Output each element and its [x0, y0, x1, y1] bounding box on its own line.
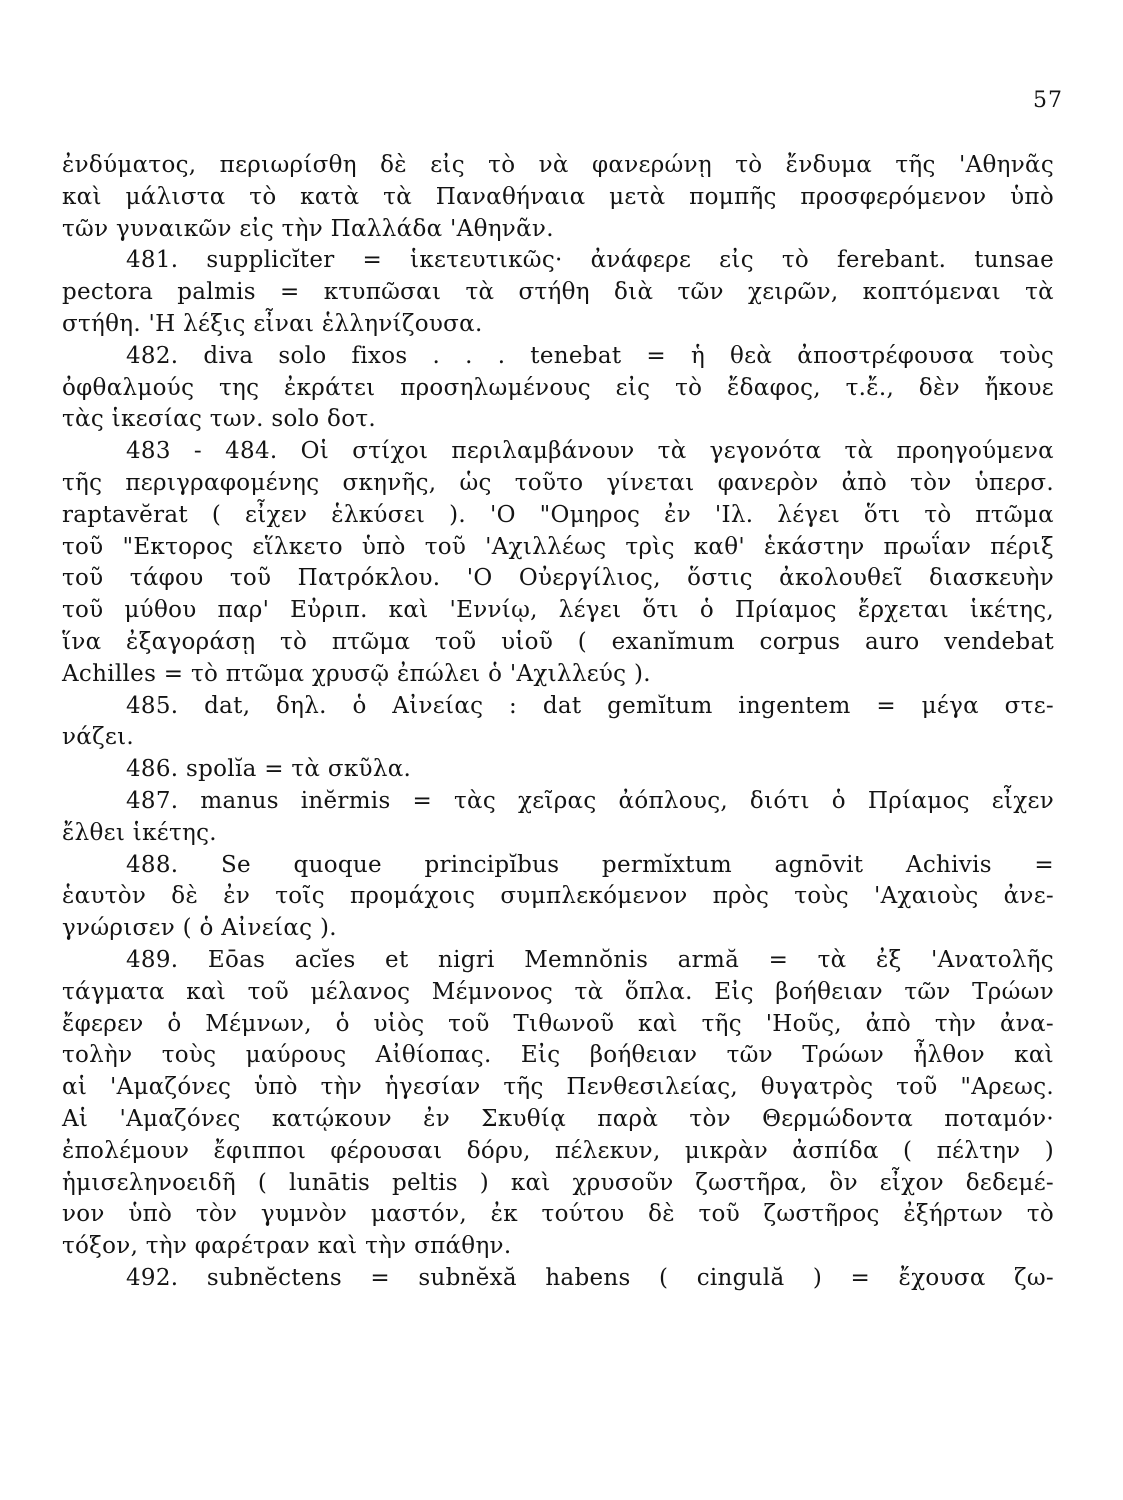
text-line: γνώρισεν ( ὁ Αἰνείας ).: [62, 915, 337, 942]
text-line: ἔφερεν ὁ Μέμνων, ὁ υἱὸς τοῦ Τιθωνοῦ καὶ τῆς 'Ηοῦς, ἀπὸ τὴν ἀνα-: [62, 1010, 1054, 1037]
text-line: τοῦ "Εκτορος εἵλκετο ὑπὸ τοῦ 'Αχιλλέως τρὶς καθ' ἑκάστην πρωΐαν πέριξ: [62, 533, 1054, 560]
text-line: ἐπολέμουν ἔφιπποι φέρουσαι δόρυ, πέλεκυν, μικρὰν ἀσπίδα ( πέλτην ): [62, 1137, 1054, 1164]
text-line: στήθη. 'Η λέξις εἶναι ἑλληνίζουσα.: [62, 310, 483, 337]
text-line: τόξον, τὴν φαρέτραν καὶ τὴν σπάθην.: [62, 1233, 512, 1260]
text-line: τὰς ἱκεσίας των. solo δοτ.: [62, 406, 376, 433]
text-line: αἱ 'Αμαζόνες ὑπὸ τὴν ἡγεσίαν τῆς Πενθεσιλείας, θυγατρὸς τοῦ "Αρεως.: [62, 1074, 1054, 1101]
text-line: τοῦ τάφου τοῦ Πατρόκλου. 'Ο Οὐεργίλιος, ὅστις ἀκολουθεῖ διασκευὴν: [62, 565, 1054, 592]
text-line: 492. subnĕctens = subnĕxă habens ( cingulă ) = ἔχουσα ζω-: [126, 1264, 1054, 1291]
text-line: τῶν γυναικῶν εἰς τὴν Παλλάδα 'Αθηνᾶν.: [62, 215, 554, 242]
text-line: τῆς περιγραφομένης σκηνῆς, ὡς τοῦτο γίνεται φανερὸν ἀπὸ τὸν ὑπερσ.: [62, 469, 1054, 496]
text-line: ἔλθει ἱκέτης.: [62, 819, 217, 846]
text-line: Αἱ 'Αμαζόνες κατῴκουν ἐν Σκυθίᾳ παρὰ τὸν Θερμώδοντα ποταμόν·: [62, 1105, 1054, 1132]
commentary-text: [62, 150, 1054, 1295]
text-line: νάζει.: [62, 724, 135, 751]
text-line: τολὴν τοὺς μαύρους Αἰθίοπας. Εἰς βοήθειαν τῶν Τρώων ἦλθον καὶ: [62, 1042, 1054, 1069]
text-line: ἑαυτὸν δὲ ἐν τοῖς προμάχοις συμπλεκόμενον πρὸς τοὺς 'Αχαιοὺς ἀνε-: [62, 883, 1054, 910]
text-line: ὀφθαλμούς της ἐκράτει προσηλωμένους εἰς τὸ ἔδαφος, τ.ἔ., δὲν ἤκουε: [62, 374, 1054, 401]
text-line: 489. Eōas acĭes et nigri Memnŏnis armă = τὰ ἐξ 'Ανατολῆς: [126, 946, 1054, 973]
text-line: ἐνδύματος, περιωρίσθη δὲ εἰς τὸ νὰ φανερώνῃ τὸ ἔνδυμα τῆς 'Αθηνᾶς: [62, 152, 1054, 178]
text-line: Achilles = τὸ πτῶμα χρυσῷ ἐπώλει ὁ 'Αχιλλεύς ).: [62, 660, 651, 687]
page-number: 57: [1033, 88, 1063, 113]
text-line: 482. diva solo fixos . . . tenebat = ἡ θεὰ ἀποστρέφουσα τοὺς: [126, 342, 1054, 369]
text-line: 487. manus inĕrmis = τὰς χεῖρας ἀόπλους, διότι ὁ Πρίαμος εἶχεν: [126, 787, 1054, 814]
text-line: raptavĕrat ( εἶχεν ἑλκύσει ). 'Ο "Ομηρος ἐν 'Ιλ. λέγει ὅτι τὸ πτῶμα: [62, 501, 1054, 528]
text-line: 481. supplicĭter = ἱκετευτικῶς· ἀνάφερε εἰς τὸ ferebant. tunsae: [126, 247, 1054, 274]
text-line: τοῦ μύθου παρ' Εὐριπ. καὶ 'Εννίῳ, λέγει ὅτι ὁ Πρίαμος ἔρχεται ἱκέτης,: [62, 597, 1054, 624]
text-line: τάγματα καὶ τοῦ μέλανος Μέμνονος τὰ ὅπλα. Εἰς βοήθειαν τῶν Τρώων: [62, 978, 1054, 1005]
text-line: 488. Se quoque principĭbus permĭxtum agnōvit Achivis =: [126, 851, 1054, 878]
text-line: 483 - 484. Οἱ στίχοι περιλαμβάνουν τὰ γεγονότα τὰ προηγούμενα: [126, 438, 1054, 465]
text-line: pectora palmis = κτυπῶσαι τὰ στήθη διὰ τῶν χειρῶν, κοπτόμεναι τὰ: [62, 279, 1054, 306]
text-line: ἡμισεληνοειδῆ ( lunātis peltis ) καὶ χρυσοῦν ζωστῆρα, ὃν εἶχον δεδεμέ-: [62, 1169, 1054, 1196]
text-line: ἵνα ἐξαγοράσῃ τὸ πτῶμα τοῦ υἱοῦ ( exanĭmum corpus auro vendebat: [62, 628, 1054, 655]
text-line: 485. dat, δηλ. ὁ Αἰνείας : dat gemĭtum ingentem = μέγα στε-: [126, 692, 1054, 719]
text-line: νον ὑπὸ τὸν γυμνὸν μαστόν, ἐκ τούτου δὲ τοῦ ζωστῆρος ἐξήρτων τὸ: [62, 1201, 1054, 1228]
text-line: καὶ μάλιστα τὸ κατὰ τὰ Παναθήναια μετὰ πομπῆς προσφερόμενον ὑπὸ: [62, 183, 1054, 210]
text-line: 486. spolĭa = τὰ σκῦλα.: [126, 756, 412, 783]
